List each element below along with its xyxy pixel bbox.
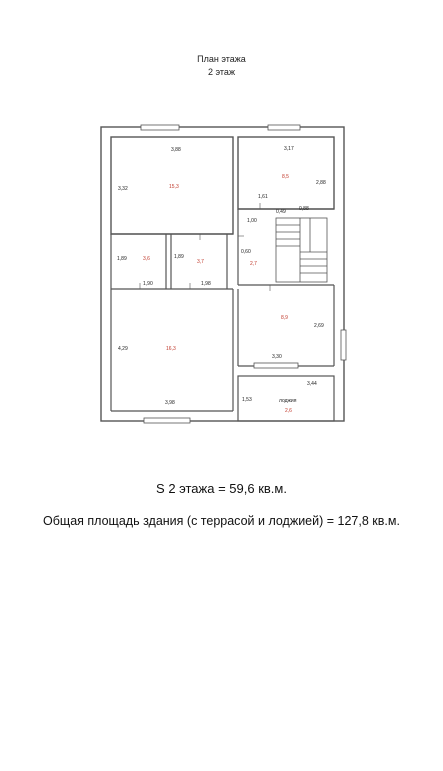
area-room-ne: 8,5 bbox=[282, 174, 289, 180]
dim-east-right: 2,69 bbox=[314, 323, 324, 329]
dim-hall-3: 0,49 bbox=[276, 209, 286, 215]
area-room-east: 8,9 bbox=[281, 315, 288, 321]
floor-area-summary: S 2 этажа = 59,6 кв.м. bbox=[156, 481, 287, 496]
windows bbox=[141, 125, 346, 423]
dim-ne-right: 2,88 bbox=[316, 180, 326, 186]
area-room-small-left: 3,6 bbox=[143, 256, 150, 262]
dim-hall-4: 0,88 bbox=[299, 206, 309, 212]
dim-nw-left: 3,32 bbox=[118, 186, 128, 192]
floor-subtitle: 2 этаж bbox=[208, 67, 235, 77]
interior-walls bbox=[111, 209, 334, 411]
dim-loggia-right: 3,44 bbox=[307, 381, 317, 387]
dim-small-left-bottom: 1,90 bbox=[143, 281, 153, 287]
area-loggia: 2,6 bbox=[285, 408, 292, 414]
area-room-nw: 15,3 bbox=[169, 184, 179, 190]
dim-loggia-left: 1,53 bbox=[242, 397, 252, 403]
staircase bbox=[276, 218, 327, 282]
dim-sw-bottom: 3,98 bbox=[165, 400, 175, 406]
dim-ne-top: 3,17 bbox=[284, 146, 294, 152]
dim-small-mid-side: 1,89 bbox=[174, 254, 184, 260]
dim-east-bottom: 3,30 bbox=[272, 354, 282, 360]
area-room-small-mid: 3,7 bbox=[197, 259, 204, 265]
dim-hall-2: 0,60 bbox=[241, 249, 251, 255]
loggia-label: лоджия bbox=[279, 398, 297, 404]
plan-title: План этажа bbox=[197, 54, 246, 64]
total-area-summary: Общая площадь здания (с террасой и лоджией) = 127,8 кв.м. bbox=[43, 514, 400, 528]
dim-hall-1: 1,00 bbox=[247, 218, 257, 224]
dim-small-left-side: 1,89 bbox=[117, 256, 127, 262]
area-hall: 2,7 bbox=[250, 261, 257, 267]
outer-walls bbox=[101, 127, 344, 421]
dim-small-mid-bottom: 1,98 bbox=[201, 281, 211, 287]
area-room-sw: 16,3 bbox=[166, 346, 176, 352]
dim-sw-left: 4,29 bbox=[118, 346, 128, 352]
dim-ne-inner: 1,61 bbox=[258, 194, 268, 200]
doors bbox=[140, 203, 270, 291]
dim-nw-top: 3,88 bbox=[171, 147, 181, 153]
